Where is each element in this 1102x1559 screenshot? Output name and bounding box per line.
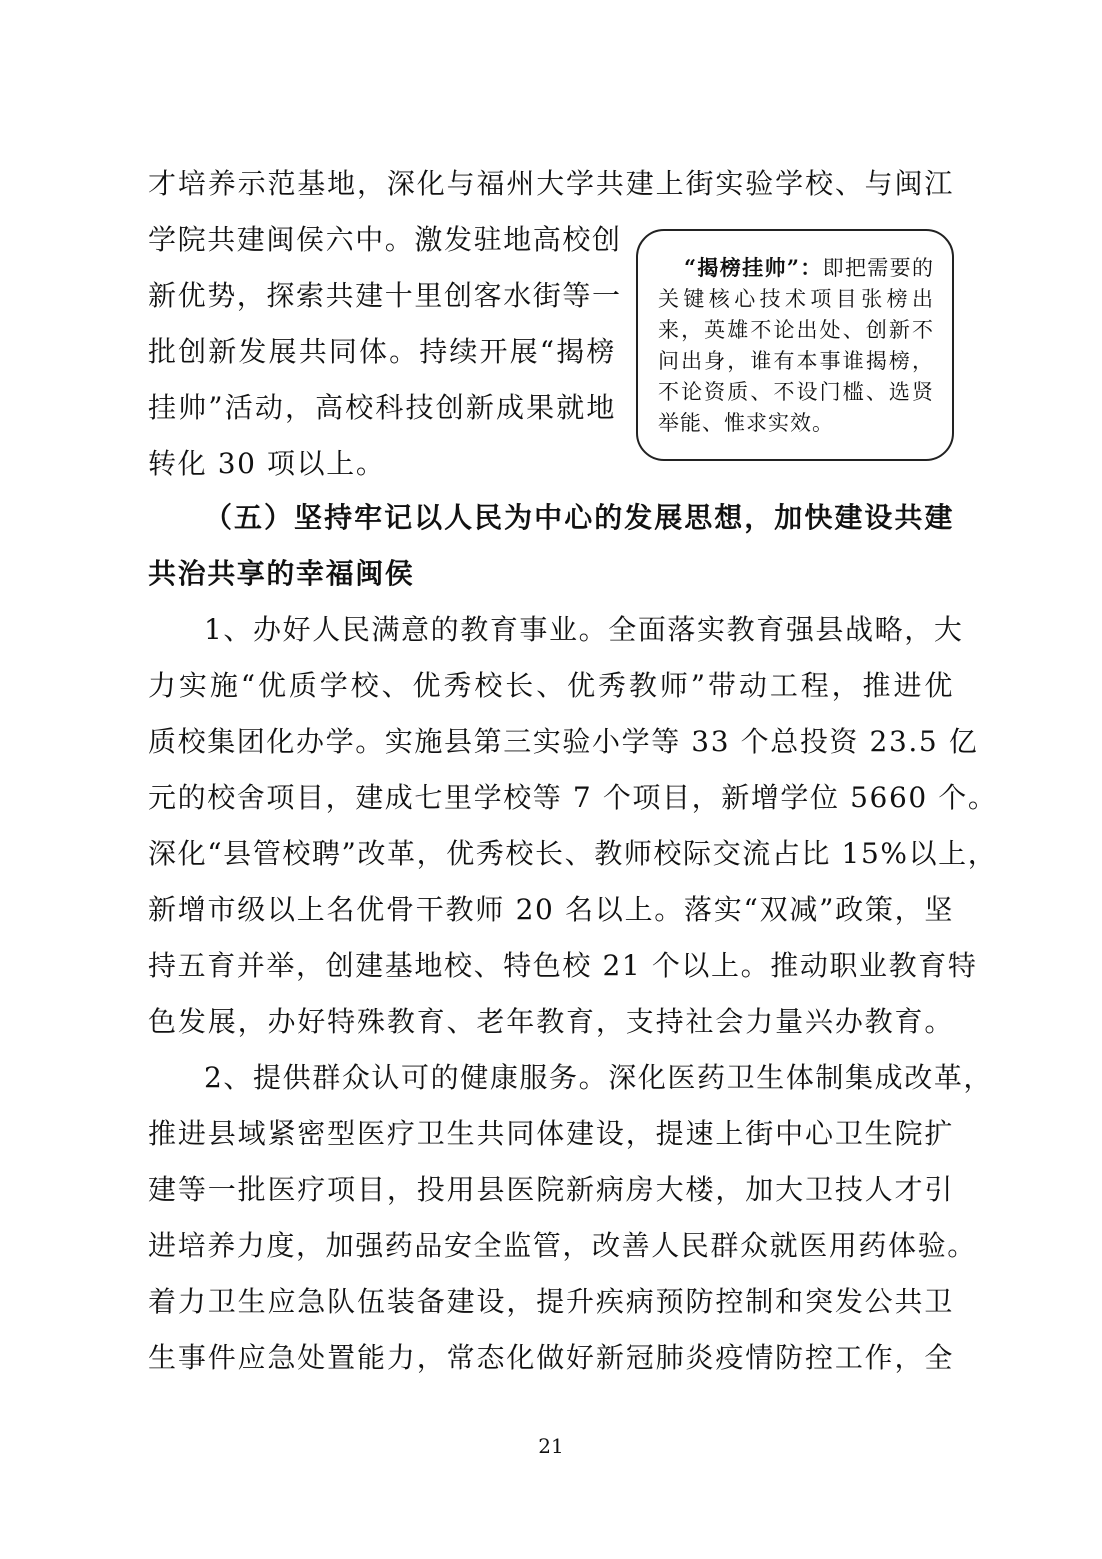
paragraph-line: 新增市级以上名优骨干教师 20 名以上。落实“双减”政策，坚 — [148, 893, 954, 926]
callout-term: “揭榜挂帅”： — [684, 255, 823, 280]
paragraph-line: 推进县域紧密型医疗卫生共同体建设，提速上街中心卫生院扩 — [148, 1117, 954, 1150]
paragraph-line: 力实施“优质学校、优秀校长、优秀教师”带动工程，推进优 — [148, 669, 954, 702]
paragraph-line: 色发展，办好特殊教育、老年教育，支持社会力量兴办教育。 — [148, 1005, 954, 1038]
paragraph-line: 元的校舍项目，建成七里学校等 7 个项目，新增学位 5660 个。 — [148, 781, 998, 814]
callout-line: 不论资质、不设门槛、选贤 — [658, 380, 934, 404]
section-heading: （五）坚持牢记以人民为中心的发展思想，加快建设共建 — [204, 501, 954, 534]
paragraph-line: 2、提供群众认可的健康服务。深化医药卫生体制集成改革， — [204, 1061, 994, 1094]
paragraph-line: 建等一批医疗项目，投用县医院新病房大楼，加大卫技人才引 — [148, 1173, 954, 1206]
paragraph-line: 1、办好人民满意的教育事业。全面落实教育强县战略，大 — [204, 613, 964, 646]
body-line: 新优势，探索共建十里创客水街等一 — [148, 279, 622, 312]
callout-line: 问出身，谁有本事谁揭榜， — [658, 349, 934, 373]
paragraph-line: 着力卫生应急队伍装备建设，提升疾病预防控制和突发公共卫 — [148, 1285, 954, 1318]
section-heading: 共治共享的幸福闽侯 — [148, 557, 415, 590]
page-number: 21 — [538, 1434, 564, 1458]
paragraph-line: 深化“县管校聘”改革，优秀校长、教师校际交流占比 15%以上， — [148, 837, 998, 870]
body-line: 学院共建闽侯六中。激发驻地高校创 — [148, 223, 622, 256]
callout-line: 来，英雄不论出处、创新不 — [658, 318, 934, 342]
body-line: 挂帅”活动，高校科技创新成果就地 — [148, 391, 616, 424]
paragraph-line: 进培养力度，加强药品安全监管，改善人民群众就医用药体验。 — [148, 1229, 977, 1262]
callout-definition-start: 即把需要的 — [822, 256, 935, 280]
callout-box — [636, 229, 954, 461]
paragraph-line: 生事件应急处置能力，常态化做好新冠肺炎疫情防控工作，全 — [148, 1341, 954, 1374]
callout-line: 举能、惟求实效。 — [658, 411, 834, 435]
callout-first-line — [684, 253, 934, 283]
paragraph-line: 持五育并举，创建基地校、特色校 21 个以上。推动职业教育特 — [148, 949, 978, 982]
paragraph-line: 质校集团化办学。实施县第三实验小学等 33 个总投资 23.5 亿 — [148, 725, 979, 758]
body-line: 才培养示范基地，深化与福州大学共建上街实验学校、与闽江 — [148, 167, 954, 200]
body-line: 批创新发展共同体。持续开展“揭榜 — [148, 335, 616, 368]
callout-line: 关键核心技术项目张榜出 — [658, 287, 934, 311]
body-line: 转化 30 项以上。 — [148, 447, 386, 480]
